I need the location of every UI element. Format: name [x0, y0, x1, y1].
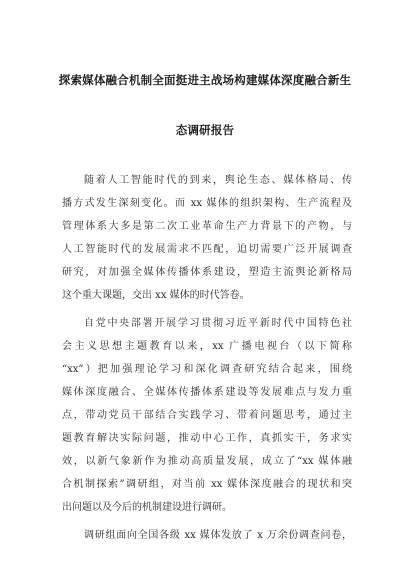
paragraph-2-line-1: 自党中央部署开展学习贯彻习近平新时代中国特色社 — [84, 318, 352, 329]
paragraph-2-line-9: 出问题以及今后的机制建设进行调研。 — [62, 502, 232, 513]
paragraph-1-line-6: 这个重大课题，交出 xx 媒体的时代答卷。 — [62, 290, 250, 301]
document-title-line-2: 态调研报告 — [175, 123, 235, 137]
paragraph-2-line-2: 会主义思想主题教育以来，xx 广播电视台（以下简称 — [62, 341, 352, 352]
paragraph-3-line-1: 调研组面向全国各级 xx 媒体发放了 x 万余份调查问卷， — [84, 530, 352, 541]
paragraph-2-line-4: 媒体深度融合、全媒体传播体系建设等发展难点与发力重 — [62, 387, 352, 398]
paragraph-2-line-8: 合机制探索”调研组，对当前 xx 媒体深度融合的现状和突 — [62, 479, 352, 490]
paragraph-2-line-6: 题教育解决实际问题，推动中心工作，真抓实干，务求实 — [62, 433, 352, 444]
paragraph-1-line-5: 研究，对加强全媒体传播体系建设，塑造主流舆论新格局 — [62, 267, 352, 278]
paragraph-1-line-1: 随着人工智能时代的到来，舆论生态、媒体格局、传 — [84, 175, 352, 186]
paragraph-1-line-2: 播方式发生深刻变化。而 xx 媒体的组织架构、生产流程及 — [62, 198, 352, 209]
paragraph-1-line-4: 人工智能时代的发展需求不匹配，迫切需要广泛开展调查 — [62, 244, 352, 255]
paragraph-2-line-3: “xx”）把加强理论学习和深化调查研究结合起来，围绕 — [62, 364, 352, 375]
paragraph-2-line-7: 效，以新气象新作为推动高质量发展，成立了“xx 媒体融 — [62, 456, 352, 467]
paragraph-1-line-3: 管理体系大多是第二次工业革命生产力背景下的产物，与 — [62, 221, 352, 232]
paragraph-2-line-5: 点，带动党员干部结合实践学习、带着问题思考，通过主 — [62, 410, 352, 421]
document-title-line-1: 探索媒体融合机制全面挺进主战场构建媒体深度融合新生 — [58, 73, 352, 87]
